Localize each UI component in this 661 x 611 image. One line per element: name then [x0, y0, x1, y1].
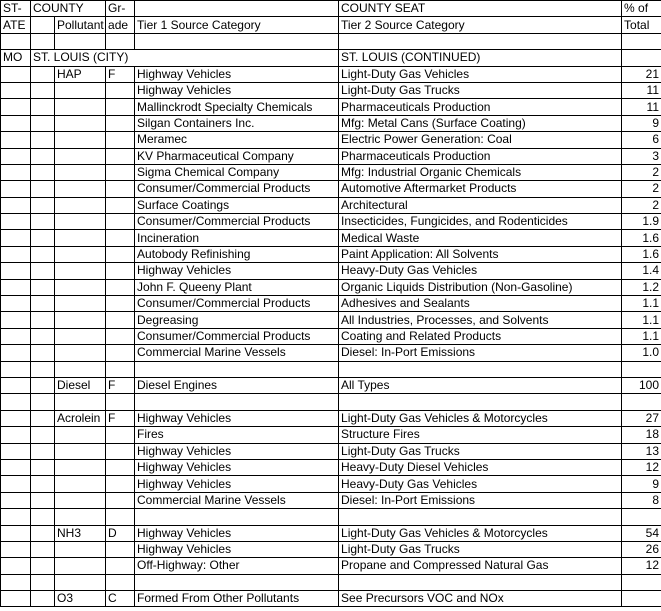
- table-row: [1, 541, 661, 557]
- tier2-cell: Light-Duty Gas Vehicles & Motorcycles: [339, 410, 622, 426]
- pct-cell: 13: [622, 443, 661, 459]
- county-cell: [31, 263, 55, 279]
- county-cell: [31, 476, 55, 492]
- pct-cell: 26: [622, 541, 661, 557]
- table-row: [1, 492, 661, 508]
- table-row: [1, 574, 661, 590]
- tier2-cell: Heavy-Duty Diesel Vehicles: [339, 459, 622, 475]
- state-cell: [1, 525, 31, 541]
- header-pct-1: % of: [622, 1, 661, 17]
- tier2-cell: Pharmaceuticals Production: [339, 99, 622, 115]
- header-state-2: ATE: [1, 17, 31, 33]
- tier1-cell: Highway Vehicles: [135, 541, 339, 557]
- pct-cell: 9: [622, 476, 661, 492]
- grade-cell: [106, 394, 135, 410]
- pct-cell: 8: [622, 492, 661, 508]
- tier1-cell: [135, 361, 339, 377]
- pollutant-cell: O3: [55, 591, 106, 607]
- header-tier2: Tier 2 Source Category: [339, 17, 622, 33]
- county-cell: [31, 132, 55, 148]
- table-row: [1, 296, 661, 312]
- pct-cell: 54: [622, 525, 661, 541]
- state-cell: [1, 164, 31, 180]
- tier2-cell: Diesel: In-Port Emissions: [339, 492, 622, 508]
- pct-cell: [622, 509, 661, 525]
- pollutant-cell: [55, 296, 106, 312]
- header-county: COUNTY: [31, 1, 106, 17]
- county-cell: [31, 164, 55, 180]
- table-row: [1, 525, 661, 541]
- state-cell: [1, 279, 31, 295]
- tier1-cell: Autobody Refinishing: [135, 246, 339, 262]
- county-cell: [31, 328, 55, 344]
- tier1-cell: [135, 394, 339, 410]
- county-pct-cell: [622, 50, 661, 66]
- pct-cell: 1.1: [622, 328, 661, 344]
- grade-cell: [106, 214, 135, 230]
- pollutant-cell: [55, 164, 106, 180]
- grade-cell: [106, 443, 135, 459]
- state-cell: [1, 558, 31, 574]
- tier1-cell: Highway Vehicles: [135, 443, 339, 459]
- grade-cell: [106, 230, 135, 246]
- pollutant-cell: [55, 115, 106, 131]
- county-cell: [31, 410, 55, 426]
- state-cell: [1, 263, 31, 279]
- header-state-1: ST-: [1, 1, 31, 17]
- tier1-cell: Diesel Engines: [135, 377, 339, 393]
- state-cell: [1, 427, 31, 443]
- county-cell: [31, 509, 55, 525]
- tier2-cell: Structure Fires: [339, 427, 622, 443]
- pollutant-cell: [55, 443, 106, 459]
- tier1-cell: Surface Coatings: [135, 197, 339, 213]
- state-cell: [1, 99, 31, 115]
- grade-cell: [106, 459, 135, 475]
- tier2-cell: Light-Duty Gas Trucks: [339, 82, 622, 98]
- tier2-cell: Propane and Compressed Natural Gas: [339, 558, 622, 574]
- pct-cell: 1.4: [622, 263, 661, 279]
- tier1-cell: Consumer/Commercial Products: [135, 181, 339, 197]
- table-row: [1, 230, 661, 246]
- header-county-seat: COUNTY SEAT: [339, 1, 622, 17]
- pollutant-cell: [55, 361, 106, 377]
- tier1-cell: Highway Vehicles: [135, 410, 339, 426]
- pollutant-cell: [55, 345, 106, 361]
- tier1-cell: Degreasing: [135, 312, 339, 328]
- table-row: [1, 377, 661, 393]
- county-cell: [31, 443, 55, 459]
- pollutant-cell: NH3: [55, 525, 106, 541]
- state-cell: [1, 148, 31, 164]
- pollutant-cell: [55, 214, 106, 230]
- spacer-row: [1, 33, 661, 49]
- tier1-cell: Mallinckrodt Specialty Chemicals: [135, 99, 339, 115]
- pollutant-cell: [55, 312, 106, 328]
- pct-cell: 27: [622, 410, 661, 426]
- header-row-1: [1, 1, 661, 17]
- county-cell: [31, 296, 55, 312]
- county-row: [1, 50, 661, 66]
- tier2-cell: Heavy-Duty Gas Vehicles: [339, 476, 622, 492]
- table-row: [1, 115, 661, 131]
- tier1-cell: Off-Highway: Other: [135, 558, 339, 574]
- county-cell: [31, 459, 55, 475]
- pollutant-cell: [55, 459, 106, 475]
- state-cell: [1, 214, 31, 230]
- tier2-cell: Light-Duty Gas Trucks: [339, 541, 622, 557]
- pollutant-cell: [55, 574, 106, 590]
- state-cell: [1, 410, 31, 426]
- table-row: [1, 558, 661, 574]
- header-row-2: [1, 17, 661, 33]
- tier2-cell: Adhesives and Sealants: [339, 296, 622, 312]
- county-cell: [31, 214, 55, 230]
- grade-cell: [106, 574, 135, 590]
- pct-cell: 21: [622, 66, 661, 82]
- grade-cell: [106, 279, 135, 295]
- pct-cell: 1.0: [622, 345, 661, 361]
- tier1-cell: Highway Vehicles: [135, 82, 339, 98]
- state-cell: MO: [1, 50, 31, 66]
- table-row: [1, 345, 661, 361]
- table-row: [1, 99, 661, 115]
- tier1-cell: Incineration: [135, 230, 339, 246]
- table-row: [1, 591, 661, 607]
- grade-cell: [106, 246, 135, 262]
- pct-cell: 11: [622, 99, 661, 115]
- pct-cell: 3: [622, 148, 661, 164]
- pollutant-cell: [55, 181, 106, 197]
- tier2-cell: Organic Liquids Distribution (Non-Gasoline): [339, 279, 622, 295]
- state-cell: [1, 394, 31, 410]
- tier2-cell: Light-Duty Gas Vehicles & Motorcycles: [339, 525, 622, 541]
- table-row: [1, 509, 661, 525]
- table-row: [1, 82, 661, 98]
- table-row: [1, 148, 661, 164]
- pct-cell: [622, 574, 661, 590]
- tier1-cell: Commercial Marine Vessels: [135, 492, 339, 508]
- table-row: [1, 132, 661, 148]
- grade-cell: [106, 509, 135, 525]
- county-cell: [31, 427, 55, 443]
- pollutant-cell: Acrolein: [55, 410, 106, 426]
- pct-cell: 1.6: [622, 246, 661, 262]
- table-row: [1, 443, 661, 459]
- tier1-cell: KV Pharmaceutical Company: [135, 148, 339, 164]
- table-row: [1, 312, 661, 328]
- grade-cell: [106, 148, 135, 164]
- tier2-cell: [339, 394, 622, 410]
- pollutant-cell: [55, 328, 106, 344]
- table-row: [1, 394, 661, 410]
- table-row: [1, 164, 661, 180]
- header-blank: [31, 17, 55, 33]
- pollutant-cell: [55, 263, 106, 279]
- state-cell: [1, 197, 31, 213]
- header-pct-2: Total: [622, 17, 661, 33]
- state-cell: [1, 443, 31, 459]
- state-cell: [1, 312, 31, 328]
- state-cell: [1, 345, 31, 361]
- pct-cell: [622, 591, 661, 607]
- pct-cell: 12: [622, 459, 661, 475]
- county-cell: [31, 82, 55, 98]
- tier2-cell: Medical Waste: [339, 230, 622, 246]
- tier2-cell: Pharmaceuticals Production: [339, 148, 622, 164]
- tier1-cell: Commercial Marine Vessels: [135, 345, 339, 361]
- pollutant-cell: [55, 476, 106, 492]
- table-row: [1, 246, 661, 262]
- state-cell: [1, 246, 31, 262]
- grade-cell: [106, 558, 135, 574]
- tier1-cell: John F. Queeny Plant: [135, 279, 339, 295]
- county-cell: [31, 541, 55, 557]
- county-cell: [31, 312, 55, 328]
- tier1-cell: Highway Vehicles: [135, 263, 339, 279]
- grade-cell: F: [106, 410, 135, 426]
- grade-cell: [106, 115, 135, 131]
- grade-cell: [106, 328, 135, 344]
- tier2-cell: All Types: [339, 377, 622, 393]
- grade-cell: [106, 99, 135, 115]
- county-cell: [31, 345, 55, 361]
- tier2-cell: [339, 361, 622, 377]
- grade-cell: [106, 82, 135, 98]
- tier2-cell: Architectural: [339, 197, 622, 213]
- state-cell: [1, 328, 31, 344]
- county-seat-cell: ST. LOUIS (CONTINUED): [339, 50, 622, 66]
- grade-cell: [106, 263, 135, 279]
- tier1-cell: Formed From Other Pollutants: [135, 591, 339, 607]
- tier1-cell: Sigma Chemical Company: [135, 164, 339, 180]
- pollutant-cell: [55, 492, 106, 508]
- county-cell: [31, 361, 55, 377]
- pollutant-cell: [55, 541, 106, 557]
- pct-cell: 1.9: [622, 214, 661, 230]
- county-cell: [31, 148, 55, 164]
- pct-cell: 2: [622, 197, 661, 213]
- pct-cell: 11: [622, 82, 661, 98]
- county-cell: [31, 525, 55, 541]
- county-cell: [31, 230, 55, 246]
- pct-cell: 12: [622, 558, 661, 574]
- state-cell: [1, 132, 31, 148]
- table-row: [1, 459, 661, 475]
- tier2-cell: [339, 574, 622, 590]
- pollutant-cell: Diesel: [55, 377, 106, 393]
- grade-cell: [106, 181, 135, 197]
- tier2-cell: See Precursors VOC and NOx: [339, 591, 622, 607]
- tier2-cell: Mfg: Industrial Organic Chemicals: [339, 164, 622, 180]
- table-row: [1, 361, 661, 377]
- grade-cell: [106, 197, 135, 213]
- county-cell: [31, 246, 55, 262]
- tier2-cell: Insecticides, Fungicides, and Rodenticides: [339, 214, 622, 230]
- header-pollutant: Pollutant: [55, 17, 106, 33]
- county-cell: [31, 181, 55, 197]
- table-row: [1, 197, 661, 213]
- tier2-cell: Light-Duty Gas Vehicles: [339, 66, 622, 82]
- grade-cell: [106, 296, 135, 312]
- pct-cell: 6: [622, 132, 661, 148]
- tier2-cell: Light-Duty Gas Trucks: [339, 443, 622, 459]
- county-cell: [31, 591, 55, 607]
- pct-cell: 1.1: [622, 312, 661, 328]
- pct-cell: 1.2: [622, 279, 661, 295]
- pct-cell: 100: [622, 377, 661, 393]
- grade-cell: [106, 132, 135, 148]
- table-row: [1, 427, 661, 443]
- pct-cell: [622, 394, 661, 410]
- tier2-cell: Mfg: Metal Cans (Surface Coating): [339, 115, 622, 131]
- state-cell: [1, 377, 31, 393]
- table-row: [1, 410, 661, 426]
- tier1-cell: [135, 574, 339, 590]
- pollutant-cell: [55, 230, 106, 246]
- grade-cell: [106, 476, 135, 492]
- pollutant-cell: [55, 394, 106, 410]
- tier2-cell: Paint Application: All Solvents: [339, 246, 622, 262]
- pct-cell: [622, 361, 661, 377]
- state-cell: [1, 459, 31, 475]
- tier2-cell: Electric Power Generation: Coal: [339, 132, 622, 148]
- tier1-cell: Highway Vehicles: [135, 459, 339, 475]
- grade-cell: [106, 541, 135, 557]
- grade-cell: D: [106, 525, 135, 541]
- tier1-cell: Fires: [135, 427, 339, 443]
- pct-cell: 18: [622, 427, 661, 443]
- pollutant-cell: [55, 148, 106, 164]
- county-cell: [31, 394, 55, 410]
- pollutant-cell: [55, 509, 106, 525]
- county-cell: [31, 574, 55, 590]
- state-cell: [1, 541, 31, 557]
- tier2-cell: Coating and Related Products: [339, 328, 622, 344]
- state-cell: [1, 230, 31, 246]
- tier1-cell: Consumer/Commercial Products: [135, 296, 339, 312]
- pct-cell: 2: [622, 181, 661, 197]
- header-tier1-blank: [135, 1, 339, 17]
- tier2-cell: [339, 509, 622, 525]
- county-cell: ST. LOUIS (CITY): [31, 50, 339, 66]
- pollutant-cell: HAP: [55, 66, 106, 82]
- state-cell: [1, 296, 31, 312]
- grade-cell: F: [106, 66, 135, 82]
- table-row: [1, 66, 661, 82]
- pollutant-cell: [55, 427, 106, 443]
- county-cell: [31, 99, 55, 115]
- tier2-cell: Automotive Aftermarket Products: [339, 181, 622, 197]
- pollutant-cell: [55, 82, 106, 98]
- pct-cell: 9: [622, 115, 661, 131]
- county-cell: [31, 66, 55, 82]
- state-cell: [1, 115, 31, 131]
- pollutant-cell: [55, 99, 106, 115]
- pollutant-cell: [55, 197, 106, 213]
- header-tier1: Tier 1 Source Category: [135, 17, 339, 33]
- grade-cell: [106, 361, 135, 377]
- grade-cell: [106, 427, 135, 443]
- state-cell: [1, 361, 31, 377]
- tier2-cell: Diesel: In-Port Emissions: [339, 345, 622, 361]
- county-cell: [31, 279, 55, 295]
- pollutant-cell: [55, 132, 106, 148]
- tier1-cell: Consumer/Commercial Products: [135, 214, 339, 230]
- pct-cell: 2: [622, 164, 661, 180]
- state-cell: [1, 181, 31, 197]
- state-cell: [1, 476, 31, 492]
- tier1-cell: Highway Vehicles: [135, 525, 339, 541]
- tier1-cell: Silgan Containers Inc.: [135, 115, 339, 131]
- table-row: [1, 279, 661, 295]
- tier1-cell: Meramec: [135, 132, 339, 148]
- grade-cell: [106, 492, 135, 508]
- state-cell: [1, 574, 31, 590]
- county-cell: [31, 197, 55, 213]
- table-body: [1, 33, 661, 607]
- tier2-cell: Heavy-Duty Gas Vehicles: [339, 263, 622, 279]
- table-row: [1, 476, 661, 492]
- pct-cell: 1.6: [622, 230, 661, 246]
- grade-cell: [106, 312, 135, 328]
- county-cell: [31, 492, 55, 508]
- table-row: [1, 214, 661, 230]
- state-cell: [1, 82, 31, 98]
- grade-cell: [106, 345, 135, 361]
- grade-cell: C: [106, 591, 135, 607]
- table-row: [1, 263, 661, 279]
- pollutant-cell: [55, 558, 106, 574]
- state-cell: [1, 66, 31, 82]
- header-grade-2: ade: [106, 17, 135, 33]
- grade-cell: F: [106, 377, 135, 393]
- table-row: [1, 328, 661, 344]
- grade-cell: [106, 164, 135, 180]
- tier1-cell: Consumer/Commercial Products: [135, 328, 339, 344]
- pollutant-cell: [55, 279, 106, 295]
- tier2-cell: All Industries, Processes, and Solvents: [339, 312, 622, 328]
- state-cell: [1, 509, 31, 525]
- pct-cell: 1.1: [622, 296, 661, 312]
- tier1-cell: Highway Vehicles: [135, 66, 339, 82]
- tier1-cell: [135, 509, 339, 525]
- county-cell: [31, 115, 55, 131]
- header-grade-1: Gr-: [106, 1, 135, 17]
- table-row: [1, 181, 661, 197]
- county-cell: [31, 377, 55, 393]
- county-cell: [31, 558, 55, 574]
- tier1-cell: Highway Vehicles: [135, 476, 339, 492]
- state-cell: [1, 591, 31, 607]
- state-cell: [1, 492, 31, 508]
- pollutant-cell: [55, 246, 106, 262]
